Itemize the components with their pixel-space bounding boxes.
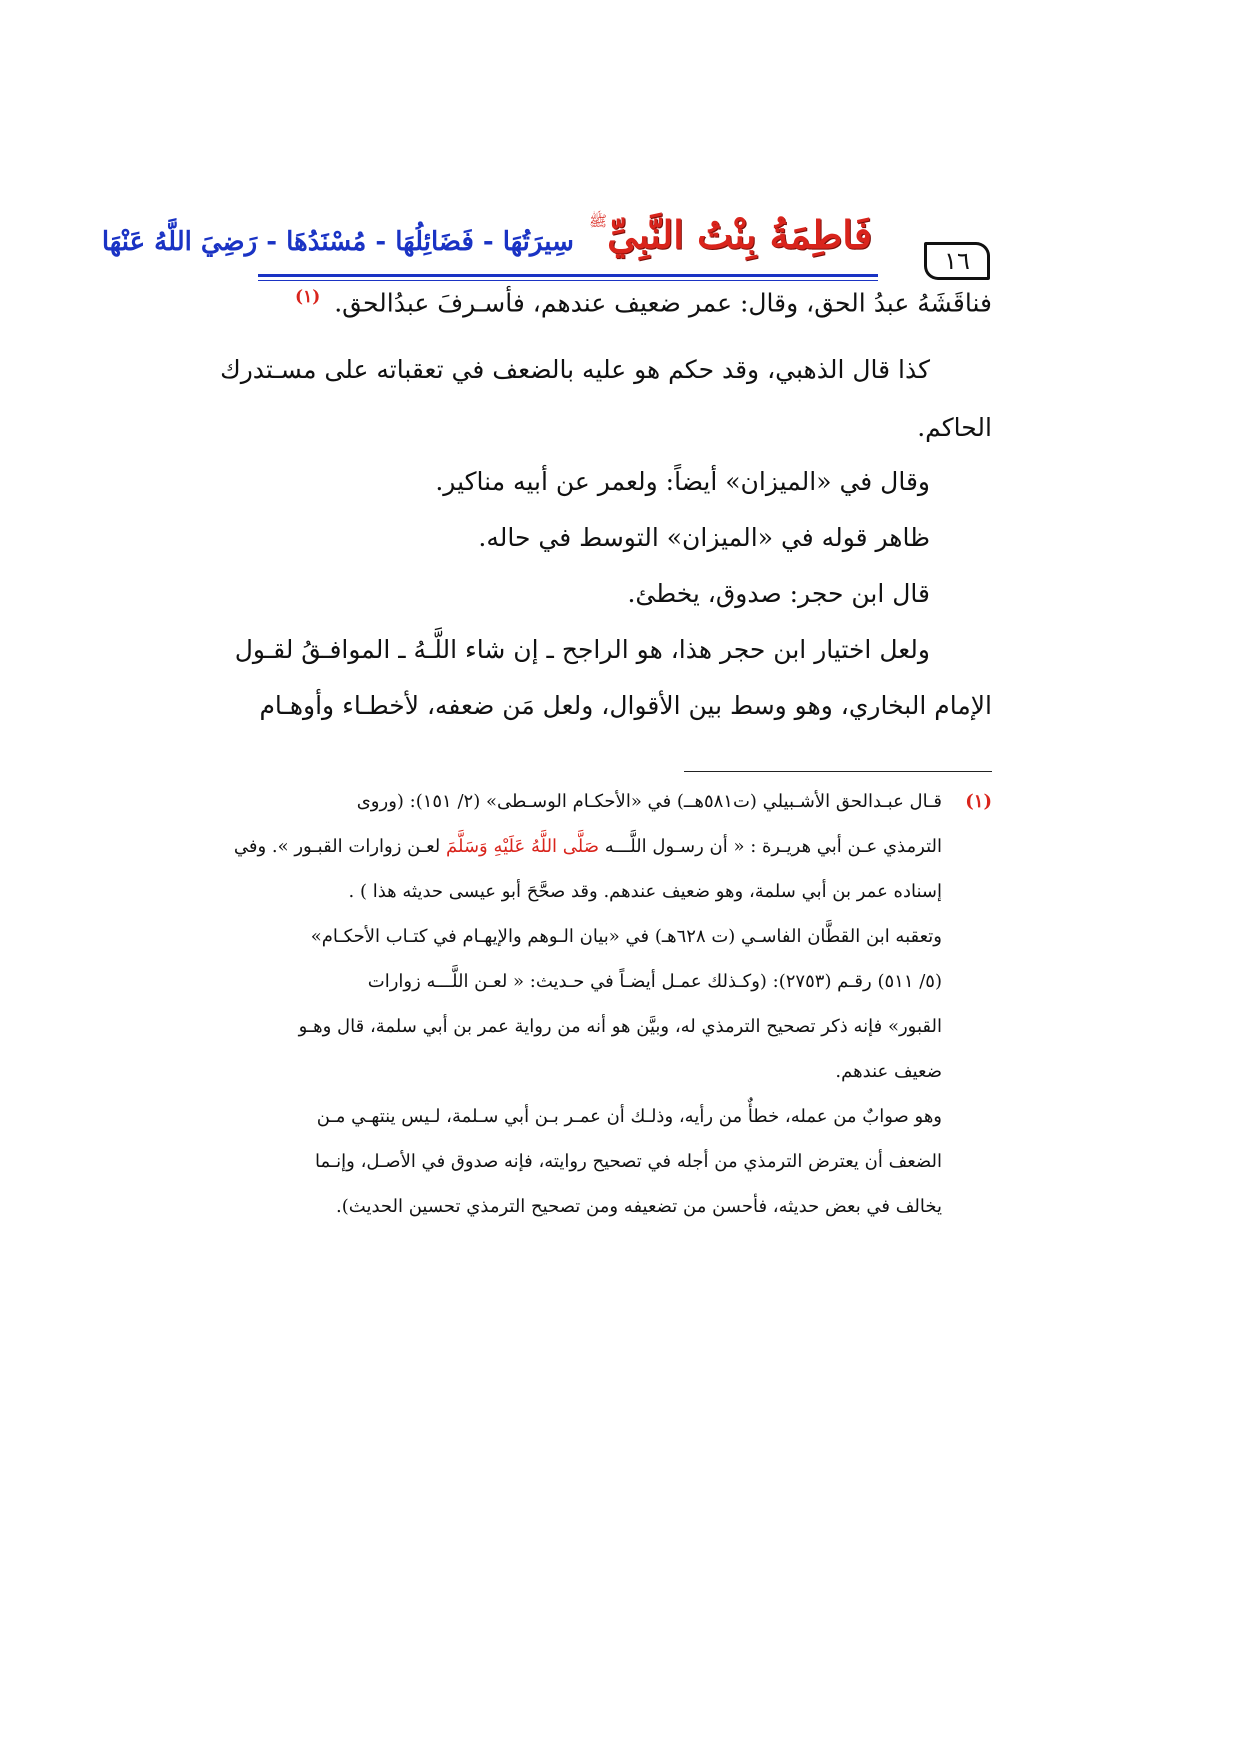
footnote-1-line-1-text: قـال عبـدالحق الأشـبيلي (ت٥٨١هــ) في «الأحكـام الوسـطى» (٢/ ١٥١): (وروى [356, 791, 942, 812]
footnote-1-line-4: وتعقبه ابن القطَّان الفاسـي (ت ٦٢٨هـ) في «بيان الـوهم والإيهـام في كتـاب الأحكـام» [310, 926, 942, 947]
footnote-1-line-10: يخالف في بعض حديثه، فأحسن من تضعيفه ومن تصحيح الترمذي تحسين الحديث). [336, 1196, 942, 1217]
paragraph-6-line-1: ولعل اختيار ابن حجر هذا، هو الراجح ـ إن شاء اللَّـهُ ـ الموافـقُ لقـول [234, 635, 930, 664]
footnote-1-line-1 [260, 788, 992, 816]
footnote-1-line-5: (٥/ ٥١١) رقـم (٢٧٥٣): (وكـذلك عمـل أيضـاً في حـديث: « لعـن اللَّـــه زوارات [367, 971, 942, 992]
running-header [101, 212, 990, 275]
footnote-number: (١) [965, 791, 992, 812]
paragraph-5: قال ابن حجر: صدوق، يخطئ. [627, 579, 930, 608]
footnote-1-line-2-part-1: الترمذي عـن أبي هريـرة : « أن رسـول اللَّـــه [604, 836, 942, 857]
footnote-1-line-8: وهو صوابٌ من عمله، خطأٌ من رأيه، وذلـك أن عمـر بـن أبي سـلمة، لـيس ينتهـي مـن [316, 1106, 942, 1127]
paragraph-2-line-2: الحاكم. [917, 413, 992, 442]
footnote-reference[interactable]: (١) [295, 287, 321, 307]
book-title-main: فَاطِمَةُ بِنْتُ النَّبِيِّ [607, 212, 872, 257]
paragraph-6-line-2: الإمام البخاري، وهو وسط بين الأقوال، ولعل مَن ضعفه، لأخطـاء وأوهـام [259, 691, 992, 720]
page-number: ١٦ [924, 242, 990, 280]
book-title [101, 212, 872, 276]
footnote-1-line-7: ضعيف عندهم. [835, 1061, 942, 1082]
body-line-1 [252, 279, 992, 321]
footnote-1-line-2-part-2: لعـن زوارات القبـور ». وفي [233, 836, 441, 857]
footnote-1-line-6: القبور» فإنه ذكر تصحيح الترمذي له، وبيَّن هو أنه من رواية عمر بن أبي سلمة، قال وهـو [298, 1016, 942, 1037]
footnote-separator [684, 771, 992, 772]
paragraph-4: ظاهر قوله في «الميزان» التوسط في حاله. [478, 523, 930, 552]
honorific-mark: ﷺ [588, 212, 608, 230]
footnote-1-line-2 [233, 833, 992, 861]
body-line-1-text: فناقَشَهُ عبدُ الحق، وقال: عمر ضعيف عندهم، فأسـرفَ عبدُالحق. [334, 288, 992, 318]
paragraph-3: وقال في «الميزان» أيضاً: ولعمر عن أبيه مناكير. [435, 467, 930, 496]
paragraph-2-line-1: كذا قال الذهبي، وقد حكم هو عليه بالضعف في تعقباته على مسـتدرك [220, 355, 930, 384]
book-subtitle: سِيرَتُهَا - فَضَائِلُهَا - مُسْنَدُهَا - رَضِيَ اللَّهُ عَنْهَا [101, 227, 574, 257]
salawat-phrase: صَلَّى اللَّهُ عَلَيْهِ وَسَلَّمَ [446, 836, 600, 857]
footnote-1-line-9: الضعف أن يعترض الترمذي من أجله في تصحيح روايته، فإنه صدوق في الأصـل، وإنـما [314, 1151, 942, 1172]
footnote-1-line-3: إسناده عمر بن أبي سلمة، وهو ضعيف عندهم. وقد صحَّحَ أبو عيسى حديثه هذا ) . [348, 881, 942, 902]
